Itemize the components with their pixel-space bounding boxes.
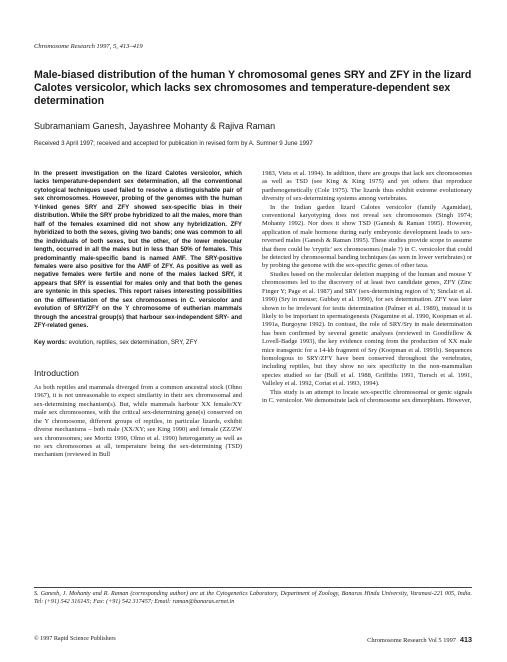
introduction-heading: Introduction (34, 368, 79, 379)
footer-journal: Chromosome Research Vol 5 1997 (367, 637, 456, 644)
author-affiliation: S. Ganesh, J. Mohanty and R. Raman (corresponding author) are at the Cytogenetics Laboratory, Department of Zoology, Banaras Hindu University, Varanasi-221 005, India. Tel: (+91) 542 316145; Fax: (+91) 542 317457; Email: raman@banaras.ernet.in (34, 591, 472, 606)
left-column (34, 170, 242, 460)
keywords-text: evolution, reptiles, sex determination, SRY, ZFY (68, 338, 198, 346)
right-column (262, 170, 472, 405)
introduction-paragraph: As both reptiles and mammals diverged from a common ancestral stock (Ohno 1967), it is not unreasonable to expect similarity in their sex chromosomal and sex-determining mechanism(s). But, while mammals harbour XX female/XY male sex chromosomes, with the critical sex-determining gene(s) conserved on the Y chromosome, different groups of reptiles, in particular lizards, exhibit diverse mechanisms – both male (XX/XY; see King 1990) and female (ZZ/ZW sex chromosomes; see Moritz 1990, Olmo et al. 1990) heterogamety as well as no sex chromosomes at all, temperature being the sex-determining (TSD) mechanism (reviewed in Bull (34, 384, 242, 459)
keywords-label: Key words: (34, 338, 67, 346)
body-paragraph: In the Indian garden lizard Calotes versicolor (family Agamidae), conventional karyotyping does not reveal sex chromosomes (Singh 1974; Mohanty 1992). Nor does it show TSD (Ganesh & Raman 1995). However, application of male hormone during early embryonic development leads to sex-reversed males (Ganesh & Raman 1995). These studies provide scope to assume that there could be 'cryptic' sex chromosomes (male ?) in C. versicolor that could be detected by chromosomal banding techniques (as seen in lower vertebrates) or by probing the genome with the sex-specific genes of other taxa. (262, 203, 472, 270)
received-dates: Received 3 April 1997; received and accepted for publication in revised form by A. Sumner 9 June 1997 (34, 140, 313, 147)
author-list: Subramaniam Ganesh, Jayashree Mohanty & Rajiva Raman (34, 121, 276, 131)
body-paragraph: Studies based on the molecular deletion mapping of the human and mouse Y chromosomes led to the discovery of at least two candidate genes, ZFY (Zinc Finger Y; Page et al. 1987) and SRY (sex-determining region of Y; Sinclair et al. 1990) (Sry in mouse; Gubbay et al. 1990), for sex determination. ZFY was later shown to be irrelevant for testis determination (Palmer et al. 1989), instead it is likely to be important in spermatogenesis (Nagamine et al. 1990, Koopman et al. 1991a, Burgoyne 1992). In contrast, the role of SRY/Sry in male determination has been confirmed by several genetic analyses (reviewed in Goodfellow & Lovell-Badge 1993), the key evidence coming from the production of XX male mice transgenic for a 14-kb fragment of Sry (Koopman et al. 1991b). Sequences homologous to SRY/ZFY have been conserved throughout the vertebrates, including reptiles, but they show no sex specificity in the non-mammalian species studied so far (Bull et al. 1988, Griffiths 1991, Tiersch et al. 1991, Valleley et al. 1992, Coriat et al. 1993, 1994). (262, 270, 472, 388)
page-footer (367, 635, 472, 644)
article-title: Male-biased distribution of the human Y chromosomal genes SRY and ZFY in the lizard Calotes versicolor, which lacks sex chromosomes and temperature-dependent sex determination (34, 69, 472, 108)
page-number: 413 (460, 635, 472, 644)
abstract: In the present investigation on the lizard Calotes versicolor, which lacks temperature-dependent sex determination, all the conventional cytological techniques used failed to resolve a distinguishable pair of sex chromosomes. However, probing of the genomes with the human Y-linked genes SRY and ZFY showed sex-specific bias in their distribution. While the SRY probe hybridized to all the males, more than half of the females examined did not show any hybridization. ZFY hybridized to both the sexes, giving two bands; one was common to all the individuals of both sexes, but the other, of the lower molecular length, occurred in all the males but in less than 50% of females. This predominantly male-specific band is named AMF. The SRY-positive females were also positive for the AMF of ZFY. As positive as well as negative females were fertile and none of the males lacked SRY, it appears that SRY is essential for males only and that both the genes are syntenic in this species. This report raises interesting possibilities on the differentiation of the sex chromosomes in C. versicolor and evolution of SRY/ZFY on the Y chromosome of eutherian mammals through the ancestral group(s) that harbour sex-independent SRY- and ZFY-related genes. (34, 170, 242, 330)
footnote-divider (34, 587, 472, 588)
body-paragraph: This study is an attempt to locate sex-specific chromosomal or genic signals in C. versicolor. We demonstrate lack of chromosome sex dimorphism. However, (262, 388, 472, 404)
publisher-copyright: © 1997 Rapid Science Publishers (34, 636, 116, 642)
journal-reference: Chromosome Research 1997, 5, 413–419 (34, 43, 143, 50)
keywords (34, 339, 242, 347)
body-paragraph: 1983, Viets et al. 1994). In addition, there are groups that lack sex chromosomes as well as TSD (see King & King 1975) and yet others that reproduce parthenogenetically (Cole 1975). The lizards thus exhibit extreme evolutionary diversity of sex-determining systems among vertebrates. (262, 170, 472, 203)
